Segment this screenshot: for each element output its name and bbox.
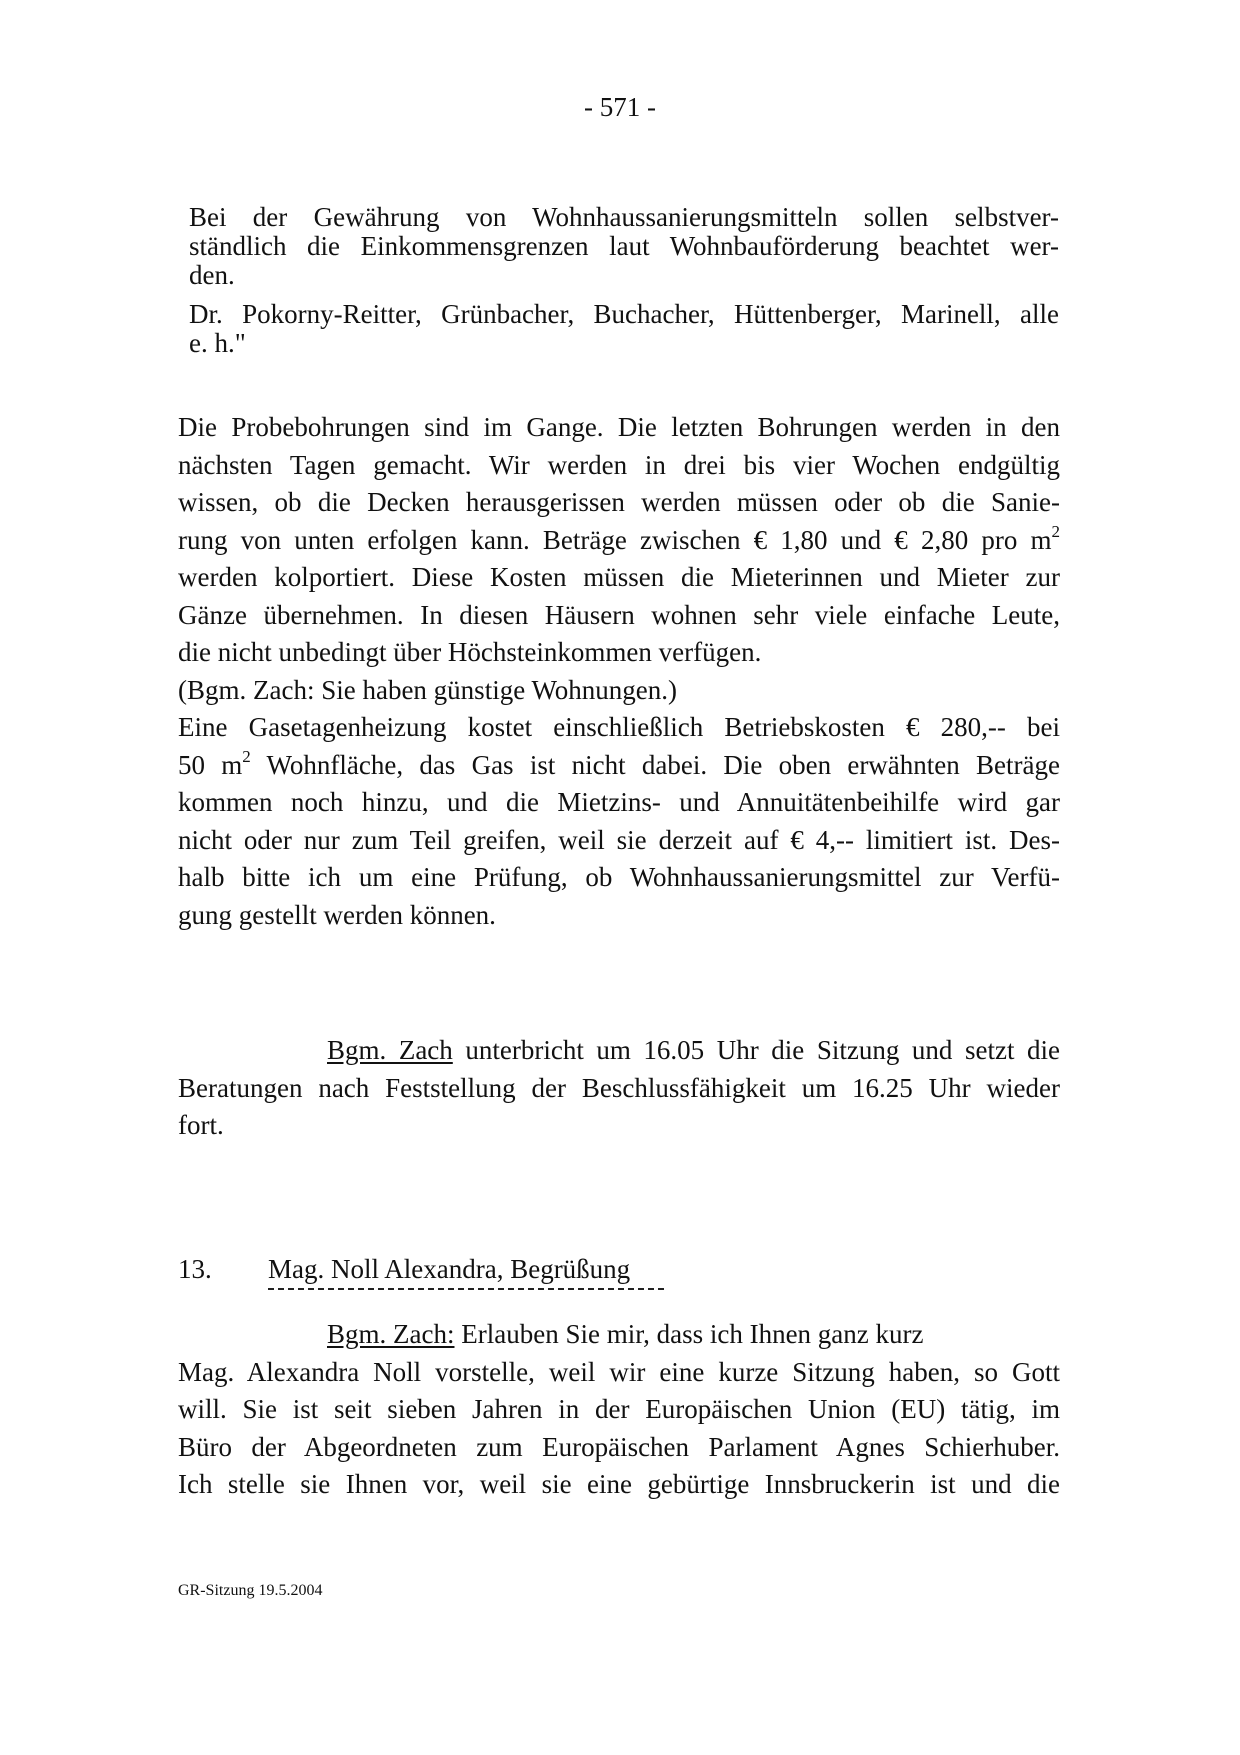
speech-text: 50 m (178, 749, 243, 780)
quote-line: Bei der Gewährung von Wohnhaussanierungsmitteln sollen selbstver- (189, 202, 1059, 232)
interruption-text: unterbricht um 16.05 Uhr die Sitzung und setzt die (465, 1035, 1060, 1065)
quote-line: ständlich die Einkommensgrenzen laut Wohnbauförderung beachtet wer- (189, 231, 1059, 261)
speech-line: Die Probebohrungen sind im Gange. Die letzten Bohrungen werden in den (178, 412, 1060, 442)
speech-paragraph (178, 409, 1060, 934)
quote-paragraph-2 (189, 300, 1059, 358)
interruption-paragraph (178, 1032, 1060, 1145)
speech-line-with-superscript (178, 522, 1060, 560)
speech-line: halb bitte ich um eine Prüfung, ob Wohnhaussanierungsmittel zur Verfü- (178, 862, 1060, 892)
speech-line: gung gestellt werden können. (178, 899, 496, 930)
speech-line: werden kolportiert. Diese Kosten müssen die Mieterinnen und Mieter zur (178, 562, 1060, 592)
section-line: Ich stelle sie Ihnen vor, weil sie eine gebürtige Innsbruckerin ist und die (178, 1469, 1060, 1499)
superscript: 2 (1051, 521, 1060, 541)
speech-text: rung von unten erfolgen kann. Beträge zwischen € 1,80 und € 2,80 pro m (178, 524, 1052, 555)
dashed-underline (268, 1288, 664, 1290)
quote-line: e. h." (189, 328, 246, 358)
speech-text: Wohnfläche, das Gas ist nicht dabei. Die oben erwähnten Beträge (266, 749, 1060, 780)
quote-paragraph-1 (189, 203, 1059, 290)
speech-line: Gänze übernehmen. In diesen Häusern wohnen sehr viele einfache Leute, (178, 599, 1060, 630)
interruption-line (178, 1032, 1060, 1070)
section-number: 13. (178, 1254, 212, 1284)
section-line: will. Sie ist seit sieben Jahren in der Europäischen Union (EU) tätig, im (178, 1394, 1060, 1424)
quote-line: Dr. Pokorny-Reitter, Grünbacher, Buchacher, Hüttenberger, Marinell, alle (189, 299, 1059, 329)
speech-line: nächsten Tagen gemacht. Wir werden in drei bis vier Wochen endgültig (178, 449, 1060, 480)
speaker-name: Bgm. Zach (327, 1035, 453, 1065)
section-line: Mag. Alexandra Noll vorstelle, weil wir eine kurze Sitzung haben, so Gott (178, 1356, 1060, 1387)
section-line (178, 1316, 1060, 1354)
interruption-line: fort. (178, 1110, 224, 1140)
page-footer: GR-Sitzung 19.5.2004 (178, 1582, 323, 1599)
section-text: Erlauben Sie mir, dass ich Ihnen ganz kurz (461, 1319, 924, 1349)
quote-line: den. (189, 260, 235, 290)
section-13-body (178, 1316, 1060, 1504)
speaker-name: Bgm. Zach: (327, 1319, 455, 1349)
speech-line-with-superscript (178, 747, 1060, 785)
interruption-line: Beratungen nach Feststellung der Beschlussfähigkeit um 16.25 Uhr wieder (178, 1072, 1060, 1103)
interjection-line: (Bgm. Zach: Sie haben günstige Wohnungen.) (178, 674, 677, 705)
section-line: Büro der Abgeordneten zum Europäischen Parlament Agnes Schierhuber. (178, 1431, 1060, 1462)
speech-line: kommen noch hinzu, und die Mietzins- und Annuitätenbeihilfe wird gar (178, 787, 1060, 817)
page-number: - 571 - (584, 92, 656, 122)
section-title: Mag. Noll Alexandra, Begrüßung (268, 1254, 631, 1284)
speech-line: die nicht unbedingt über Höchsteinkommen verfügen. (178, 637, 762, 667)
speech-line: Eine Gasetagenheizung kostet einschließlich Betriebskosten € 280,-- bei (178, 712, 1060, 742)
speech-line: nicht oder nur zum Teil greifen, weil sie derzeit auf € 4,-- limitiert ist. Des- (178, 824, 1060, 855)
speech-line: wissen, ob die Decken herausgerissen werden müssen oder ob die Sanie- (178, 487, 1060, 517)
superscript: 2 (242, 746, 251, 766)
